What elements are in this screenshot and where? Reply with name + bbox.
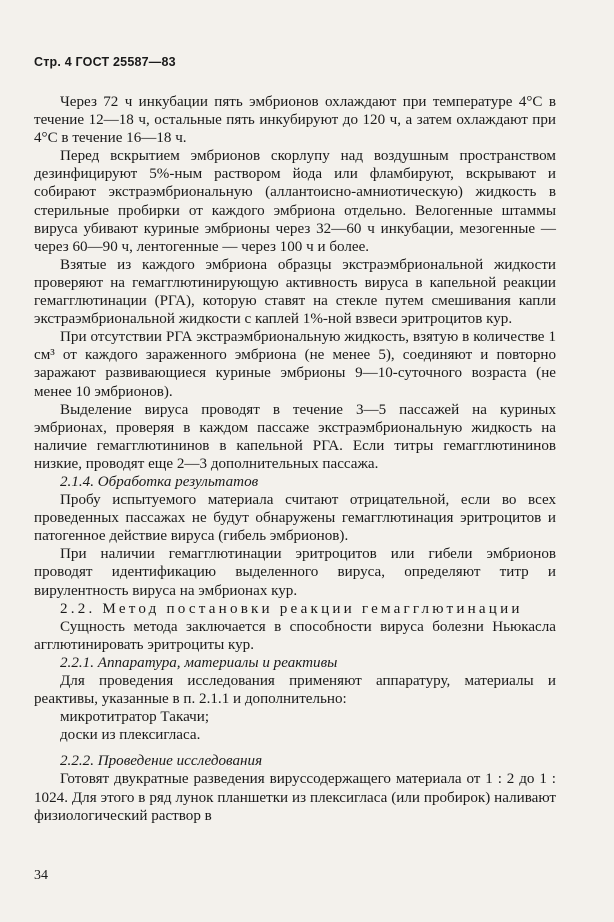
paragraph: При наличии гемагглютинации эритроцитов или гибели эмбрионов проводят идентификацию выделенного вируса, определяют титр и вирулентность вируса на эмбрионах кур. — [34, 546, 556, 599]
paragraph: Сущность метода заключается в способности вируса болезни Ньюкасла агглютинировать эритроциты кур. — [34, 618, 556, 653]
paragraph: При отсутствии РГА экстраэмбриональную жидкость, взятую в количестве 1 см³ от каждого зараженного эмбриона (не менее 5), соединяют и повторно заражают развивающиеся куриные эмбрионы 9—10-суточного возраста (не менее 10 эмбрионов). — [34, 329, 556, 400]
section-heading: 2.2.2. Проведение исследования — [60, 753, 263, 770]
list-item: доски из плексигласа. — [60, 727, 201, 744]
page-number: 34 — [34, 868, 48, 883]
section-heading: 2.1.4. Обработка результатов — [60, 473, 259, 490]
page-header: Стр. 4 ГОСТ 25587—83 — [34, 55, 176, 69]
page-body — [34, 93, 556, 825]
paragraph: Пробу испытуемого материала считают отрицательной, если во всех проведенных пассажах не будут обнаружены гемагглютинация эритроцитов и патогенное действие вируса (гибель эмбрионов). — [34, 492, 556, 545]
section-heading: 2.2. Метод постановки реакции гемагглютинации — [60, 600, 523, 617]
list-item: микротитратор Такачи; — [60, 709, 210, 726]
paragraph: Готовят двукратные разведения вируссодержащего материала от 1 : 2 до 1 : 1024. Для этого в ряд лунок планшетки из плексигласа (или пробирок) наливают физиологический раствор в — [34, 771, 556, 824]
paragraph: Для проведения исследования применяют аппаратуру, материалы и реактивы, указанные в п. 2.1.1 и дополнительно: — [34, 673, 556, 708]
paragraph: Выделение вируса проводят в течение 3—5 пассажей на куриных эмбрионах, проверяя в каждом пассаже экстраэмбриональную жидкость на наличие гемагглютининов в капельной РГА. Если титры гемагглютининов низкие, проводят еще 2—3 дополнительных пассажа. — [34, 401, 556, 472]
paragraph: Через 72 ч инкубации пять эмбрионов охлаждают при температуре 4°С в течение 12—18 ч, остальные пять инкубируют до 120 ч, а затем охлаждают при 4°С в течение 16—18 ч. — [34, 94, 556, 147]
section-heading: 2.2.1. Аппаратура, материалы и реактивы — [60, 654, 338, 671]
paragraph: Перед вскрытием эмбрионов скорлупу над воздушным пространством дезинфицируют 5%-ным раствором йода или фламбируют, вскрывают и собирают экстраэмбриональную (аллантоисно-амниотическую) жидкость в стерильные пробирки от каждого эмбриона отдельно. Велогенные штаммы вируса убивают куриные эмбрионы через 32—60 ч инкубации, мезогенные — через 60—90 ч, лентогенные — через 100 ч и более. — [34, 148, 556, 255]
paragraph: Взятые из каждого эмбриона образцы экстраэмбриональной жидкости проверяют на гемагглютинирующую активность вируса в капельной реакции гемагглютинации (РГА), которую ставят на стекле путем смешивания капли экстраэмбриональной жидкости с каплей 1%-ной взвеси эритроцитов кур. — [34, 256, 556, 328]
